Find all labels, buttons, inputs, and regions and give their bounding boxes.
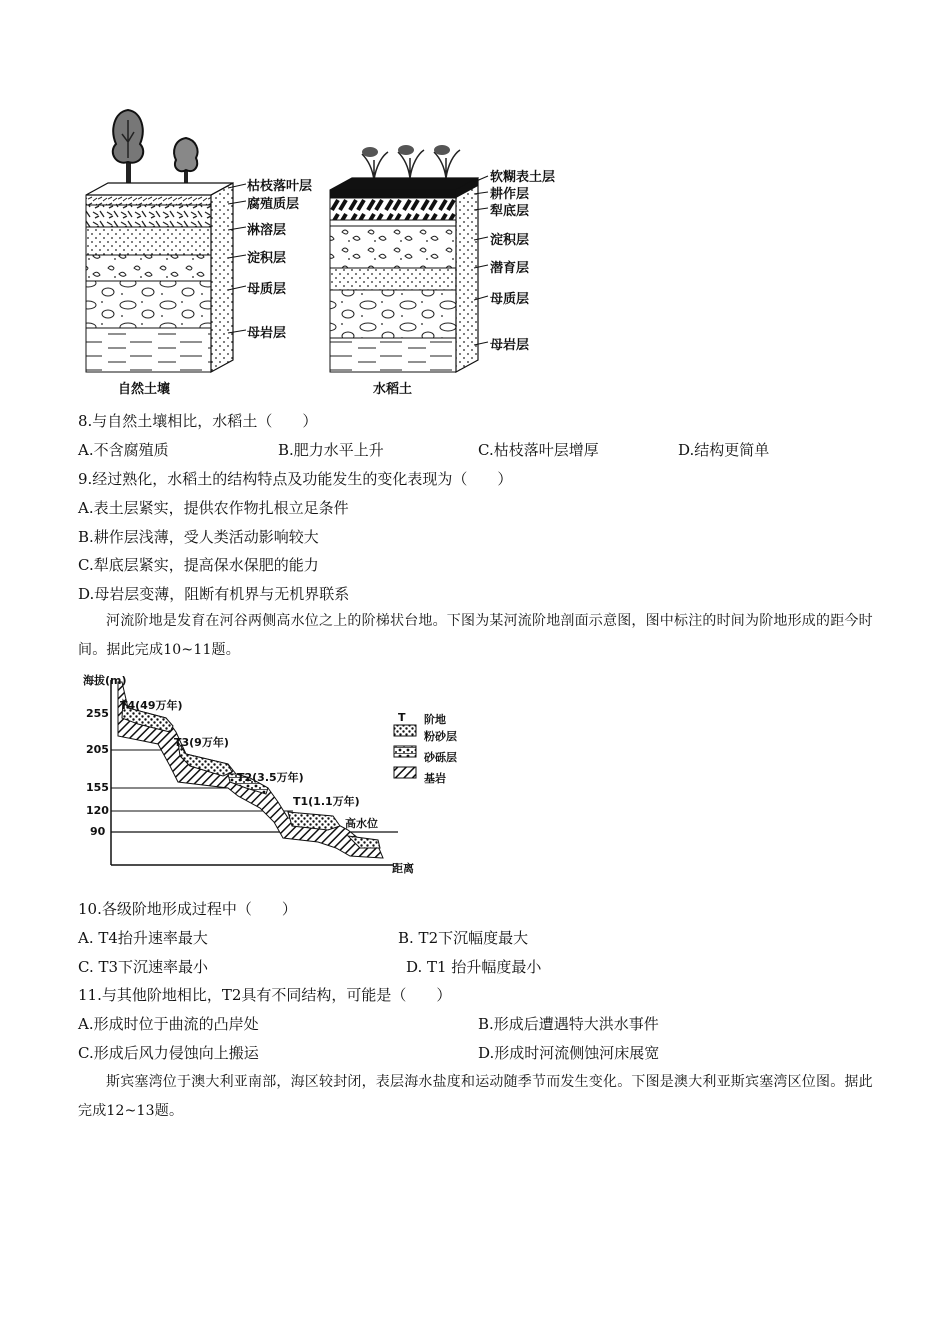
paddy-layer-label: 耕作层 xyxy=(490,187,530,202)
natural-layer-label: 母质层 xyxy=(247,282,287,297)
paddy-layer-label: 淀积层 xyxy=(490,233,530,248)
natural-layer-label: 腐殖质层 xyxy=(247,197,300,212)
legend-label: 砂砾层 xyxy=(424,751,457,764)
y-tick-label: 205 xyxy=(86,743,109,756)
question-8-option: B.肥力水平上升 xyxy=(278,441,384,459)
legend-key: T xyxy=(398,711,406,724)
question-10-option: C. T3下沉速率最小 xyxy=(78,958,209,976)
question-9-option: C.犁底层紧实，提高保水保肥的能力 xyxy=(78,556,319,574)
question-9-option: D.母岩层变薄，阻断有机界与无机界联系 xyxy=(78,585,350,603)
question-10-option: D. T1 抬升幅度最小 xyxy=(406,958,542,976)
water-level-label: 高水位 xyxy=(345,817,378,830)
question-10-option: A. T4抬升速率最大 xyxy=(78,929,208,947)
terrace-label: T4(49万年) xyxy=(120,699,183,712)
paddy-layer-label: 母岩层 xyxy=(490,338,530,353)
question-11-stem: 11.与其他阶地相比，T2具有不同结构，可能是（ ） xyxy=(78,986,452,1004)
soil-profile-figure xyxy=(78,100,598,400)
legend-label: 阶地 xyxy=(424,713,446,726)
question-11-option: A.形成时位于曲流的凸岸处 xyxy=(78,1015,259,1033)
question-9-option: B.耕作层浅薄，受人类活动影响较大 xyxy=(78,528,319,546)
question-8-option: A.不含腐殖质 xyxy=(78,441,169,459)
terrace-intro-paragraph: 河流阶地是发育在河谷两侧高水位之上的阶梯状台地。下图为某河流阶地剖面示意图，图中标注的时间为阶地形成的距今时间。据此完成10~11题。 xyxy=(78,613,873,658)
paddy-layer-label: 母质层 xyxy=(490,292,530,307)
terrace-label: T2(3.5万年) xyxy=(237,771,304,784)
question-11-option: C.形成后风力侵蚀向上搬运 xyxy=(78,1044,259,1062)
legend-label: 基岩 xyxy=(424,772,446,785)
paddy-layer-label: 软糊表土层 xyxy=(490,170,556,185)
natural-layer-label: 淋溶层 xyxy=(247,223,287,238)
paddy-soil-block xyxy=(330,145,488,372)
question-10-stem: 10.各级阶地形成过程中（ ） xyxy=(78,900,297,918)
legend-label: 粉砂层 xyxy=(424,730,457,743)
question-8-option: C.枯枝落叶层增厚 xyxy=(478,441,599,459)
natural-layer-label: 母岩层 xyxy=(247,326,287,341)
y-tick-label: 155 xyxy=(86,781,109,794)
natural-layer-label: 淀积层 xyxy=(247,251,287,266)
y-tick-label: 120 xyxy=(86,804,109,817)
y-tick-label: 255 xyxy=(86,707,109,720)
natural-soil-caption: 自然土壤 xyxy=(118,382,171,397)
question-11-option: B.形成后遭遇特大洪水事件 xyxy=(478,1015,659,1033)
paddy-soil-caption: 水稻土 xyxy=(373,382,413,397)
paddy-layer-label: 犁底层 xyxy=(490,204,530,219)
question-10-option: B. T2下沉幅度最大 xyxy=(398,929,529,947)
terrace-label: T3(9万年) xyxy=(174,736,229,749)
y-tick-label: 90 xyxy=(90,825,106,838)
question-9-option: A.表土层紧实，提供农作物扎根立足条件 xyxy=(78,499,349,517)
question-8-stem: 8.与自然土壤相比，水稻土（ ） xyxy=(78,412,318,430)
question-8-option: D.结构更简单 xyxy=(678,441,770,459)
paddy-layer-label: 潜育层 xyxy=(490,261,530,276)
natural-layer-label: 枯枝落叶层 xyxy=(247,179,313,194)
question-9-stem: 9.经过熟化，水稻土的结构特点及功能发生的变化表现为（ ） xyxy=(78,470,513,488)
natural-soil-block xyxy=(86,110,246,372)
x-axis-label: 距离 xyxy=(392,862,414,875)
question-11-option: D.形成时河流侧蚀河床展宽 xyxy=(478,1044,660,1062)
terrace-label: T1(1.1万年) xyxy=(293,795,360,808)
y-axis-label: 海拔(m) xyxy=(83,674,127,687)
spencer-gulf-intro-paragraph: 斯宾塞湾位于澳大利亚南部，海区较封闭，表层海水盐度和运动随季节而发生变化。下图是澳大利亚斯宾塞湾区位图。据此完成12~13题。 xyxy=(78,1074,873,1119)
